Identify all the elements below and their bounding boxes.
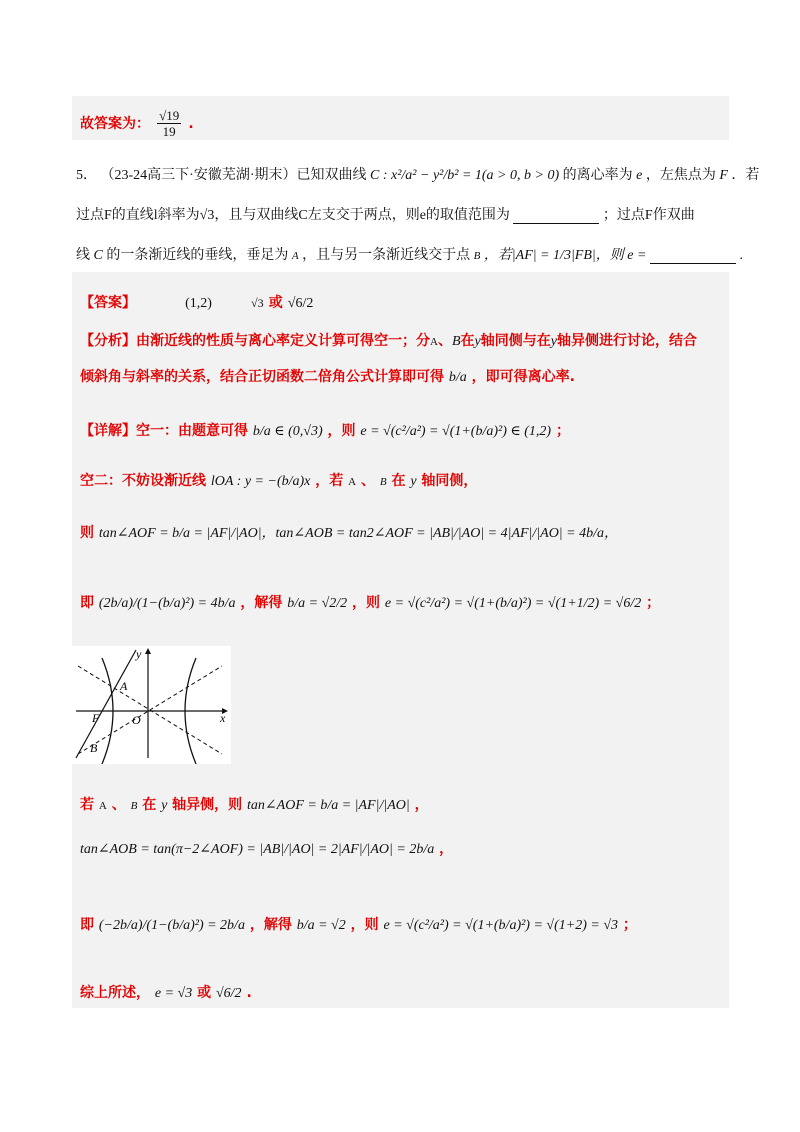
figure-label-x: x bbox=[220, 711, 226, 725]
hyperbola-equation: C : x²/a² − y²/b² = 1(a > 0, b > 0) bbox=[370, 168, 560, 183]
question-5-line3: 线 C 的一条渐近线的垂线，垂足为 A ，且与另一条渐近线交于点 B ，若|AF| = 1/3|FB|，则 e = . bbox=[76, 248, 743, 263]
question-number: 5． bbox=[76, 168, 97, 183]
detail-line4: 即 (2b/a)/(1−(b/a)²) = 4b/a ，解得 b/a = √2/2 ，则 e = √(c²/a²) = √(1+(b/a)²) = √(1+1/2) = √6/2 ； bbox=[80, 595, 661, 611]
prev-answer: 故答案为： $\frac{√19}{19}$ . bbox=[80, 108, 194, 139]
prev-answer-label: 故答案为： bbox=[80, 116, 150, 132]
answer-tag: 【答案】 bbox=[80, 295, 136, 311]
detail-line2: 空二：不妨设渐近线 lOA : y = −(b/a)x ，若 A 、 B 在 y 轴同侧， bbox=[80, 473, 478, 489]
analysis-line2: 倾斜角与斜率的关系，结合正切函数二倍角公式计算即可得 b/a ，即可得离心率. bbox=[80, 369, 575, 385]
analysis-line1: 【分析】由渐近线的性质与离心率定义计算可得空一；分A、B在y轴同侧与在y轴异侧进行讨论，结合 bbox=[80, 333, 697, 349]
prev-answer-fraction: $\frac{√19}{19}$ bbox=[159, 108, 180, 139]
figure-label-y: y bbox=[136, 647, 142, 661]
question-source: （23-24高三下·安徽芜湖·期末）已知双曲线 bbox=[100, 168, 367, 183]
detail-line7: 即 (−2b/a)/(1−(b/a)²) = 2b/a ，解得 b/a = √2 ，则 e = √(c²/a²) = √(1+(b/a)²) = √(1+2) = √3 ； bbox=[80, 917, 637, 933]
answer-blank-2 bbox=[650, 251, 736, 264]
line-through-F bbox=[76, 650, 136, 758]
question-5-line1: 5． （23-24高三下·安徽芜湖·期末）已知双曲线 C : x²/a² − y²/b² = 1(a > 0, b > 0) 的离心率为 e ，左焦点为 F ．若 bbox=[76, 168, 760, 183]
answer-value-1: (1,2) bbox=[185, 296, 212, 311]
detail-tag: 【详解】 bbox=[80, 423, 136, 439]
hyperbola-diagram bbox=[72, 646, 231, 764]
figure-label-F: F bbox=[92, 711, 100, 725]
detail-line1: 【详解】空一：由题意可得 b/a ∈ (0,√3) ，则 e = √(c²/a²) = √(1+(b/a)²) ∈ (1,2) ； bbox=[80, 423, 570, 439]
figure-label-B: B bbox=[90, 741, 98, 755]
detail-line8: 综上所述， e = √3 或 √6/2 . bbox=[80, 985, 252, 1001]
answer-blank-1 bbox=[513, 211, 599, 224]
hyperbola-figure bbox=[72, 646, 231, 764]
answer-line: 【答案】 (1,2) √3 或 √6/2 bbox=[80, 295, 314, 311]
answer-value-3: √6/2 bbox=[287, 296, 314, 311]
answer-value-2: √3 bbox=[251, 296, 264, 310]
figure-label-O: O bbox=[132, 713, 141, 727]
y-axis-arrow bbox=[145, 648, 151, 654]
detail-line3: 则 tan∠AOF = b/a = |AF|/|AO|，tan∠AOB = tan2∠AOF = |AB|/|AO| = 4|AF|/|AO| = 4b/a， bbox=[80, 525, 618, 541]
detail-line6: tan∠AOB = tan(π−2∠AOF) = |AB|/|AO| = 2|AF|/|AO| = 2b/a ， bbox=[80, 841, 454, 857]
detail-line5: 若 A 、 B 在 y 轴异侧，则 tan∠AOF = b/a = |AF|/|AO| ， bbox=[80, 797, 429, 813]
question-5-line2: 过点F的直线l斜率为√3，且与双曲线C左支交于两点，则e的取值范围为 ；过点F作双曲 bbox=[76, 208, 695, 223]
analysis-tag: 【分析】 bbox=[80, 333, 136, 349]
figure-label-A: A bbox=[120, 679, 128, 693]
